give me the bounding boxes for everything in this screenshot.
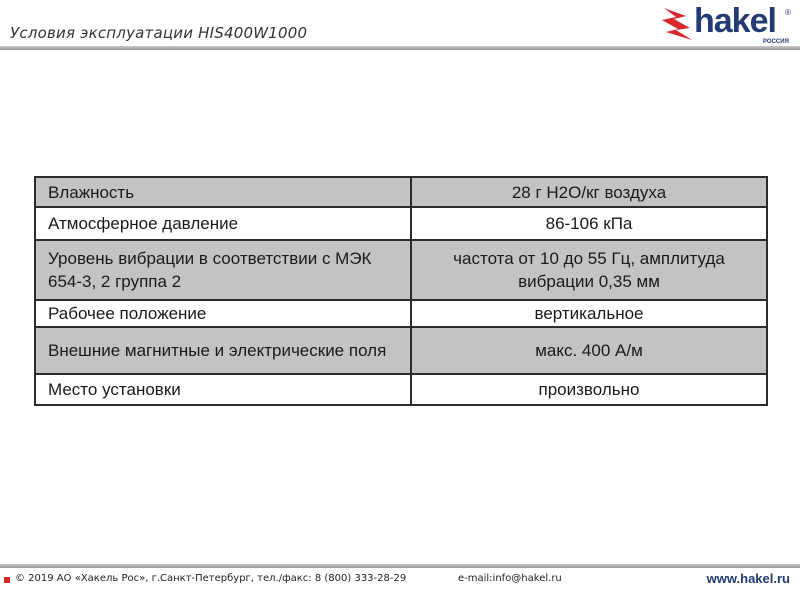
table-row xyxy=(35,300,767,327)
table-row xyxy=(35,207,767,240)
table-row xyxy=(35,374,767,405)
param-cell: Атмосферное давление xyxy=(35,207,411,240)
value-cell: 86-106 кПа xyxy=(411,207,767,240)
page-title: Условия эксплуатации HIS400W1000 xyxy=(10,24,308,42)
param-cell: Внешние магнитные и электрические поля xyxy=(35,327,411,374)
table-row xyxy=(35,327,767,374)
value-cell: макс. 400 А/м xyxy=(411,327,767,374)
param-cell: Место установки xyxy=(35,374,411,405)
bullet-icon xyxy=(4,577,10,583)
logo-wordmark: hakel xyxy=(694,2,776,40)
param-cell: Рабочее положение xyxy=(35,300,411,327)
table-row xyxy=(35,177,767,207)
operating-conditions-table xyxy=(34,176,768,406)
footer-copyright: © 2019 АО «Хакель Рос», г.Санкт-Петербург, тел./факс: 8 (800) 333-28-29 xyxy=(15,573,407,584)
value-cell: вертикальное xyxy=(411,300,767,327)
hakel-logo xyxy=(660,4,792,44)
value-cell: произвольно xyxy=(411,374,767,405)
table-row xyxy=(35,240,767,300)
footer-website-link[interactable]: www.hakel.ru xyxy=(706,571,790,586)
value-cell: 28 г Н2О/кг воздуха xyxy=(411,177,767,207)
lightning-bolt-icon xyxy=(660,6,694,42)
footer-email[interactable]: e-mail:info@hakel.ru xyxy=(458,573,562,584)
header-divider xyxy=(0,46,800,50)
param-cell: Влажность xyxy=(35,177,411,207)
value-cell: частота от 10 до 55 Гц, амплитуда вибрации 0,35 мм xyxy=(411,240,767,300)
registered-mark: ® xyxy=(785,8,791,17)
param-cell: Уровень вибрации в соответствии с МЭК 654-3, 2 группа 2 xyxy=(35,240,411,300)
footer-divider xyxy=(0,564,800,568)
logo-subtitle: РОССИЯ xyxy=(763,39,789,45)
